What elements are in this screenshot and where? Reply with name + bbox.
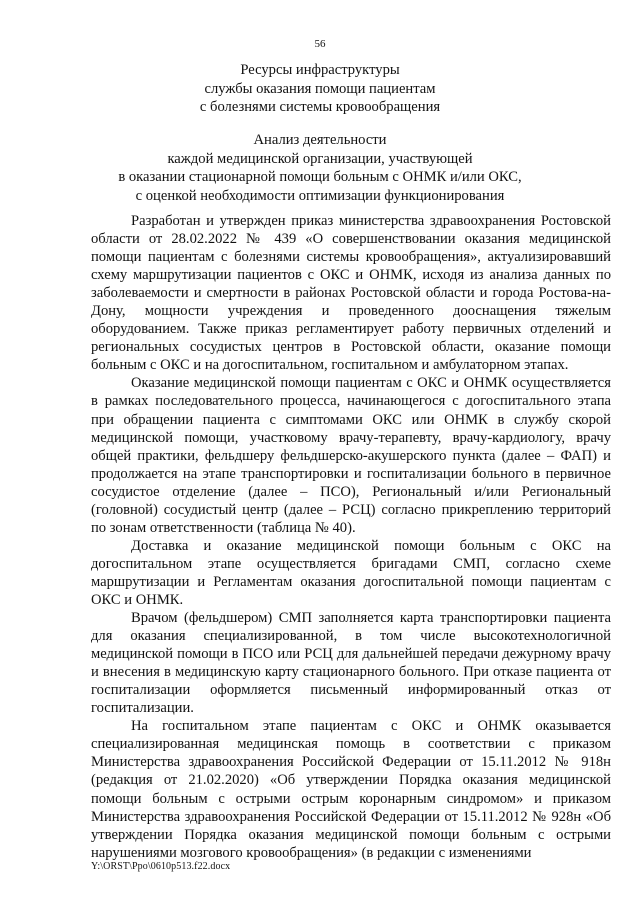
paragraph: Доставка и оказание медицинской помощи больным с ОКС на догоспитальном этапе осуществляется бригадами СМП, согласно схеме маршрутизации и Регламентам оказания догоспитальной помощи пациентам с ОКС и ОНМК. — [91, 537, 611, 608]
paragraph: Врачом (фельдшером) СМП заполняется карта транспортировки пациента для оказания специализированной, в том числе высокотехнологичной медицинской помощи в ПСО или РСЦ для дальнейшей передачи дежурному врачу и внесения в медицинскую карту стационарного больного. При отказе пациента от госпитализации оформляется письменный информированный отказ от госпитализации. — [91, 610, 611, 717]
heading-line: с болезнями системы кровообращения — [199, 99, 441, 116]
heading-line: с оценкой необходимости оптимизации функционирования — [135, 187, 505, 204]
paragraph: Разработан и утвержден приказ министерства здравоохранения Ростовской области от 28.02.2022 № 439 «О совершенствовании оказания медицинской помощи пациентам с болезнями системы кровообращения», актуализировавший схему маршрутизации пациентов с ОКС и ОНМК, исходя из анализа данных по заболеваемости и смертности в районах Ростовской области и города Ростова-на-Дону, мощности учреждения и проведенного дооснащения тяжелым оборудованием. Также приказ регламентирует работу первичных отделений и региональных сосудистых центров в Ростовской области, оказание помощи больным с ОКС и на догоспитальном, госпитальном и амбулаторном этапах. — [91, 213, 611, 374]
heading-line: службы оказания помощи пациентам — [204, 80, 436, 97]
page-number: 56 — [314, 38, 326, 50]
body-text — [91, 212, 611, 862]
heading-line: Анализ деятельности — [253, 132, 387, 148]
subsection-heading — [60, 131, 580, 205]
section-heading — [60, 61, 580, 117]
heading-line: в оказании стационарной помощи больным с ОНМК и/или ОКС, — [118, 169, 522, 186]
heading-line: Ресурсы инфраструктуры — [240, 62, 400, 78]
paragraph: Оказание медицинской помощи пациентам с ОКС и ОНМК осуществляется в рамках последовательного процесса, начинающегося с догоспитального этапа при обращении пациента с симптомами ОКС или ОНМК в службу скорой медицинской помощи, участковому врачу-терапевту, врачу-кардиологу, врачу общей практики, фельдшеру фельдшерско-акушерского пункта (далее – ФАП) и продолжается на этапе транспортировки и госпитализации больного в первичное сосудистое отделение (далее – ПСО), Региональный и/или Региональный (головной) сосудистый центр (далее – РСЦ) согласно прикреплению территорий по зонам ответственности (таблица № 40). — [91, 375, 611, 536]
heading-line: каждой медицинской организации, участвующей — [167, 150, 473, 167]
footer-file-path: Y:\ORST\Ppo\0610p513.f22.docx — [91, 861, 231, 872]
paragraph: На госпитальном этапе пациентам с ОКС и ОНМК оказывается специализированная медицинская помощь в соответствии с приказом Министерства здравоохранения Российской Федерации от 15.11.2012 № 918н (редакция от 21.02.2020) «Об утверждении Порядка оказания медицинской помощи больным с острыми острым коронарным синдромом» и приказом Министерства здравоохранения Российской Федерации от 15.11.2012 № 928н «Об утверждении Порядка оказания медицинской помощи больным с острыми нарушениями мозгового кровообращения» (в редакции с изменениями — [91, 718, 611, 861]
